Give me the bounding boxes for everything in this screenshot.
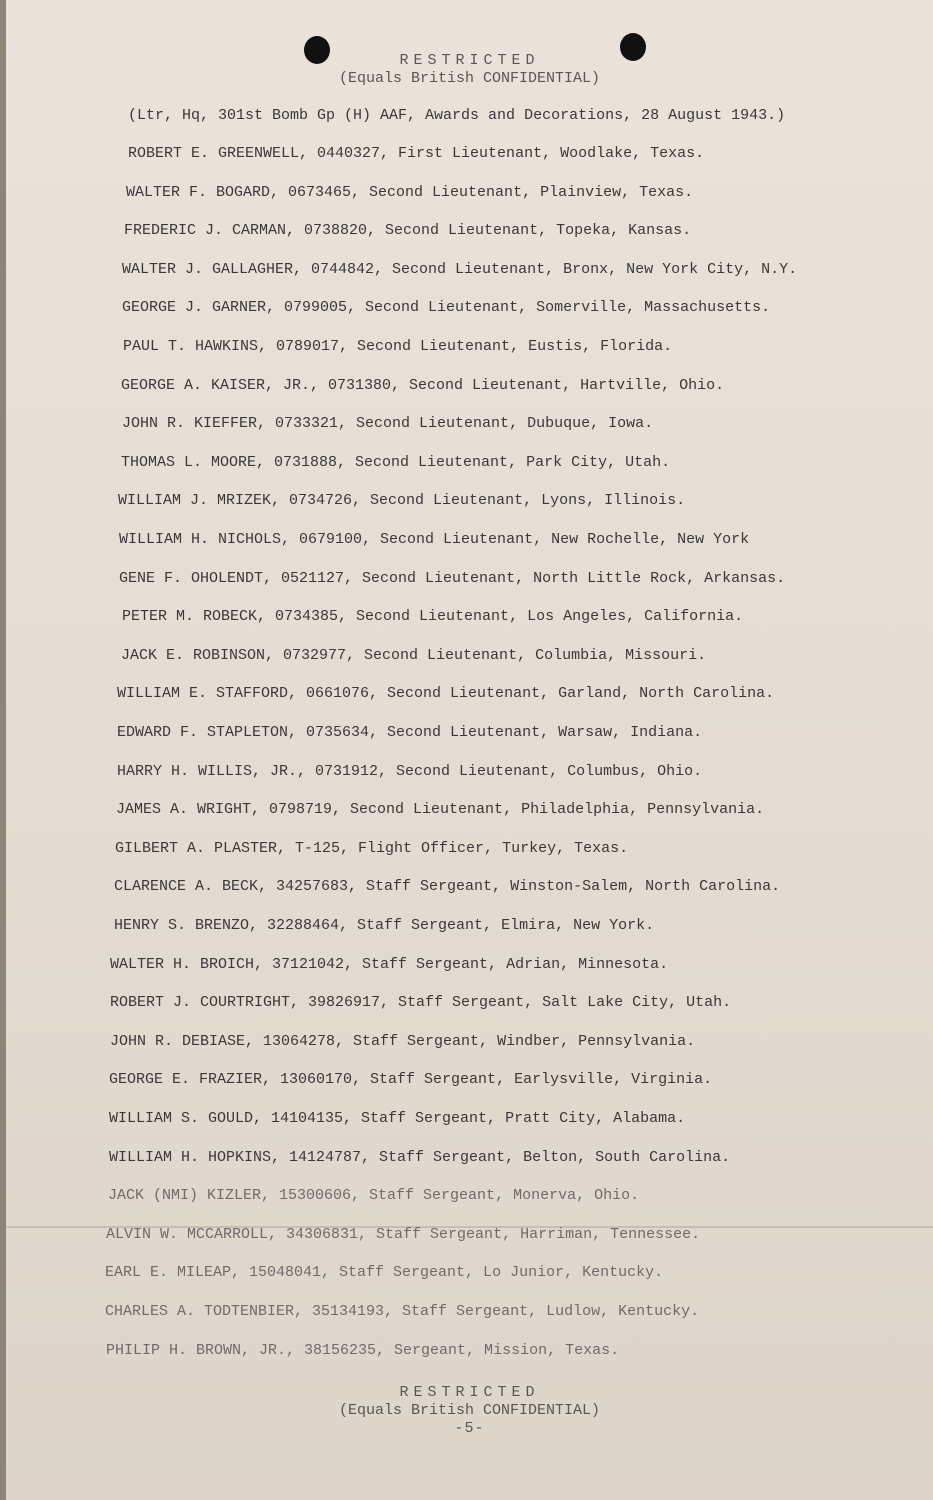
award-entry: GENE F. OHOLENDT, 0521127, Second Lieutenant, North Little Rock, Arkansas. [119, 570, 786, 587]
award-entry: EDWARD F. STAPLETON, 0735634, Second Lieutenant, Warsaw, Indiana. [117, 724, 703, 741]
award-entry: WALTER J. GALLAGHER, 0744842, Second Lieutenant, Bronx, New York City, N.Y. [122, 261, 798, 278]
award-entry: JOHN R. KIEFFER, 0733321, Second Lieutenant, Dubuque, Iowa. [122, 415, 654, 432]
page-number: -5- [454, 1420, 485, 1437]
award-entry: PETER M. ROBECK, 0734385, Second Lieutenant, Los Angeles, California. [122, 608, 744, 625]
award-entry: WILLIAM H. NICHOLS, 0679100, Second Lieutenant, New Rochelle, New York [119, 531, 750, 548]
header-equivalence: (Equals British CONFIDENTIAL) [338, 70, 601, 87]
award-entry: JOHN R. DEBIASE, 13064278, Staff Sergeant, Windber, Pennsylvania. [110, 1033, 696, 1050]
footer-classification: RESTRICTED [399, 1384, 540, 1401]
paper-fold [6, 1226, 933, 1228]
award-entry: HENRY S. BRENZO, 32288464, Staff Sergeant, Elmira, New York. [114, 917, 655, 934]
award-entry: HARRY H. WILLIS, JR., 0731912, Second Lieutenant, Columbus, Ohio. [117, 763, 703, 780]
award-entry: WILLIAM H. HOPKINS, 14124787, Staff Sergeant, Belton, South Carolina. [109, 1149, 731, 1166]
award-entry: GEORGE J. GARNER, 0799005, Second Lieutenant, Somerville, Massachusetts. [122, 299, 771, 316]
document-page [6, 0, 933, 1500]
award-entry: WALTER H. BROICH, 37121042, Staff Sergeant, Adrian, Minnesota. [110, 956, 669, 973]
award-entry: JACK (NMI) KIZLER, 15300606, Staff Sergeant, Monerva, Ohio. [108, 1187, 640, 1204]
award-entry: EARL E. MILEAP, 15048041, Staff Sergeant, Lo Junior, Kentucky. [105, 1264, 664, 1281]
award-entry: WALTER F. BOGARD, 0673465, Second Lieutenant, Plainview, Texas. [126, 184, 694, 201]
page-footer [6, 1384, 933, 1438]
reference-line: (Ltr, Hq, 301st Bomb Gp (H) AAF, Awards and Decorations, 28 August 1943.) [128, 107, 786, 124]
award-entry: FREDERIC J. CARMAN, 0738820, Second Lieutenant, Topeka, Kansas. [124, 222, 692, 239]
award-entry: GEORGE A. KAISER, JR., 0731380, Second Lieutenant, Hartville, Ohio. [121, 377, 725, 394]
award-entry: CHARLES A. TODTENBIER, 35134193, Staff Sergeant, Ludlow, Kentucky. [105, 1303, 700, 1320]
award-entry: ALVIN W. MCCARROLL, 34306831, Staff Sergeant, Harriman, Tennessee. [106, 1226, 701, 1243]
award-entry: WILLIAM J. MRIZEK, 0734726, Second Lieutenant, Lyons, Illinois. [118, 492, 686, 509]
award-entry: THOMAS L. MOORE, 0731888, Second Lieutenant, Park City, Utah. [121, 454, 671, 471]
award-entry: GILBERT A. PLASTER, T-125, Flight Officer, Turkey, Texas. [115, 840, 629, 857]
award-entry: WILLIAM S. GOULD, 14104135, Staff Sergeant, Pratt City, Alabama. [109, 1110, 686, 1127]
award-entry: WILLIAM E. STAFFORD, 0661076, Second Lieutenant, Garland, North Carolina. [117, 685, 775, 702]
award-entry: GEORGE E. FRAZIER, 13060170, Staff Sergeant, Earlysville, Virginia. [109, 1071, 713, 1088]
header-classification: RESTRICTED [399, 52, 540, 69]
award-entry: PHILIP H. BROWN, JR., 38156235, Sergeant, Mission, Texas. [106, 1342, 620, 1359]
award-entry: ROBERT E. GREENWELL, 0440327, First Lieutenant, Woodlake, Texas. [128, 145, 705, 162]
award-entry: PAUL T. HAWKINS, 0789017, Second Lieutenant, Eustis, Florida. [123, 338, 673, 355]
page-header [6, 52, 933, 88]
award-entry: JAMES A. WRIGHT, 0798719, Second Lieutenant, Philadelphia, Pennsylvania. [116, 801, 765, 818]
award-entry: ROBERT J. COURTRIGHT, 39826917, Staff Sergeant, Salt Lake City, Utah. [110, 994, 732, 1011]
award-entry: JACK E. ROBINSON, 0732977, Second Lieutenant, Columbia, Missouri. [121, 647, 707, 664]
footer-equivalence: (Equals British CONFIDENTIAL) [338, 1402, 601, 1419]
award-entry: CLARENCE A. BECK, 34257683, Staff Sergeant, Winston-Salem, North Carolina. [114, 878, 781, 895]
